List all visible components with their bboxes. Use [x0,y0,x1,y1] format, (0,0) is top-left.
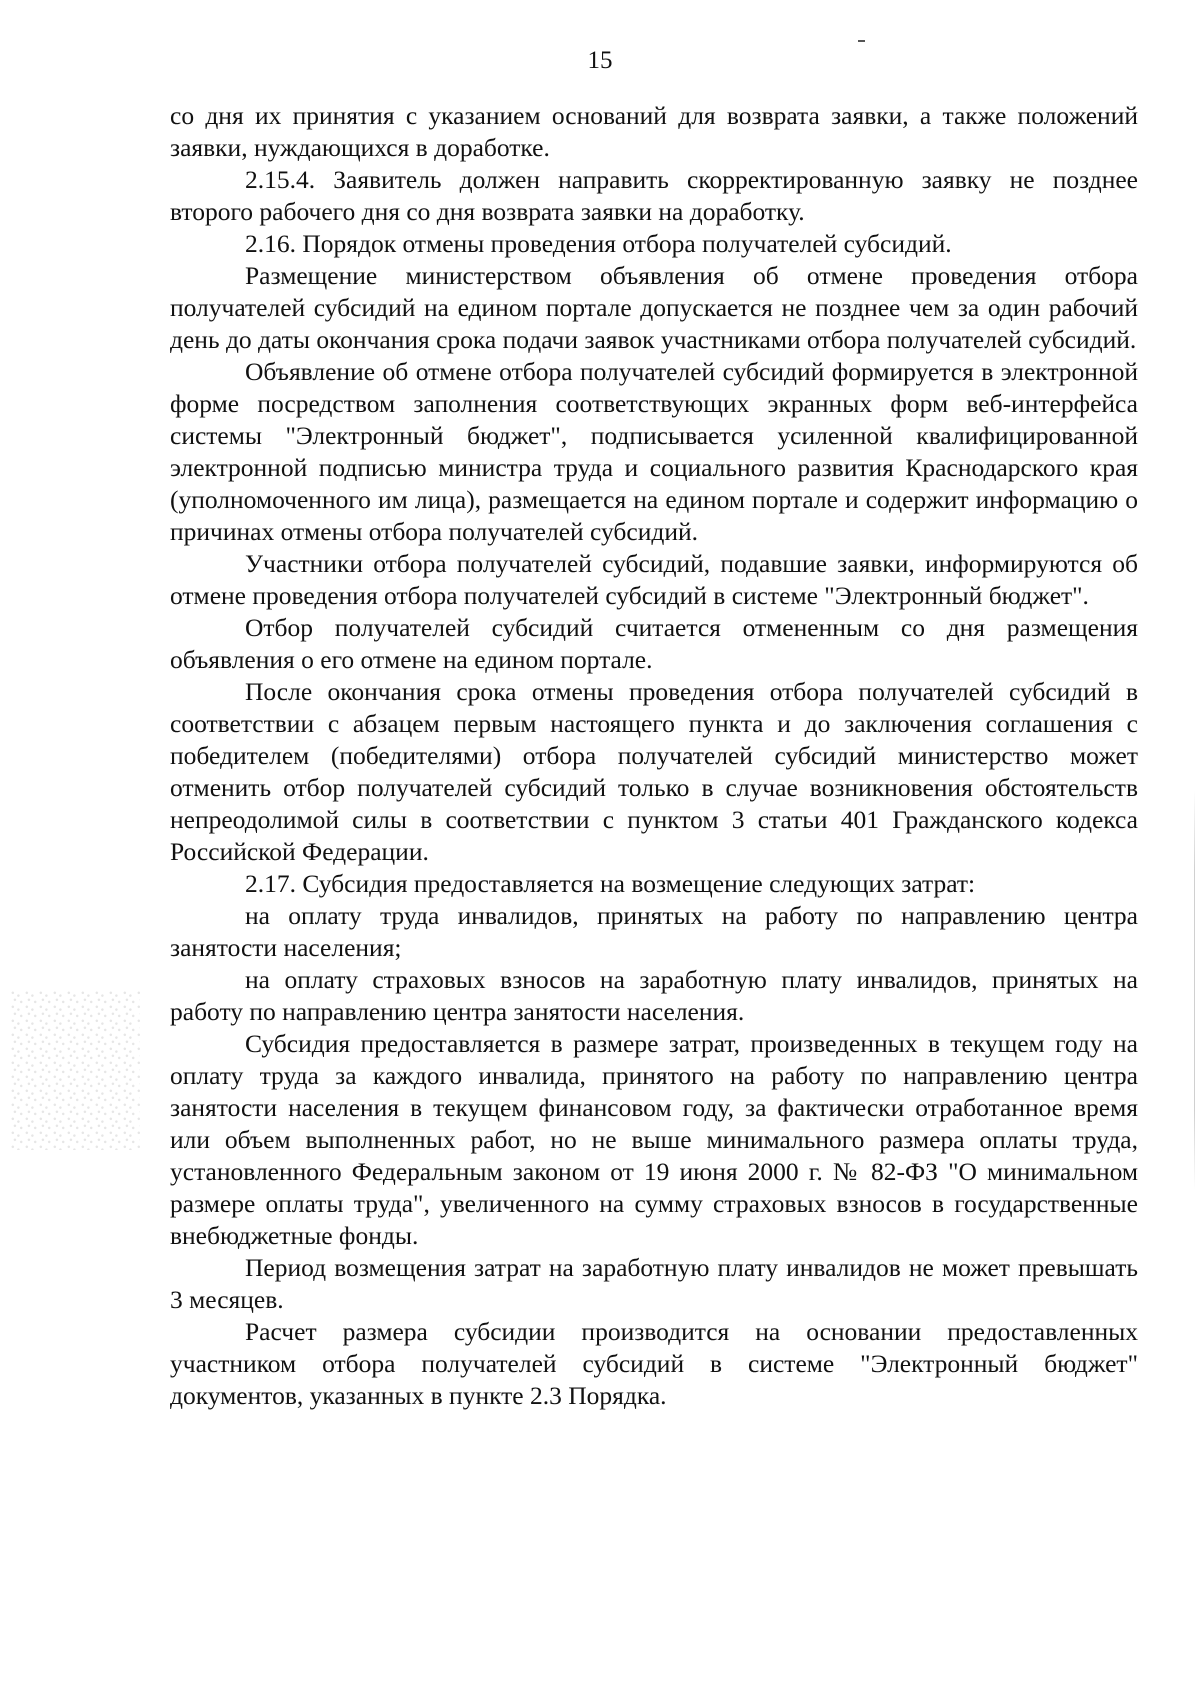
paragraph-participants-informed: Участники отбора получателей субсидий, подавшие заявки, информируются об отмене проведения отбора получателей субсидий в системе "Электронный бюджет". [170,549,1138,610]
paragraph-insurance-contributions: на оплату страховых взносов на заработную плату инвалидов, принятых на работу по направлению центра занятости населения. [170,965,1138,1026]
paragraph-2-15-4: 2.15.4. Заявитель должен направить скорректированную заявку не позднее второго рабочего дня со дня возврата заявки на доработку. [170,165,1138,226]
paragraph-labor-payment: на оплату труда инвалидов, принятых на работу по направлению центра занятости населения; [170,901,1138,962]
page-number: 15 [587,47,613,74]
scan-noise-left-margin [10,990,140,1150]
scan-edge-line [1194,790,1195,1190]
paragraph-subsidy-amount: Субсидия предоставляется в размере затрат, произведенных в текущем году на оплату труда за каждого инвалида, принятого на работу по направлению центра занятости населения в текущем финансовом году, за фактически отработанное время или объем выполненных работ, но не выше минимального размера оплаты труда, установленного Федеральным законом от 19 июня 2000 г. № 82-ФЗ "О минимальном размере оплаты труда", увеличенного на сумму страховых взносов в государственные внебюджетные фонды. [170,1029,1138,1250]
paragraph-reimbursement-period: Период возмещения затрат на заработную плату инвалидов не может превышать 3 месяцев. [170,1253,1138,1314]
paragraph-selection-cancelled: Отбор получателей субсидий считается отмененным со дня размещения объявления о его отмене на едином портале. [170,613,1138,674]
paragraph-subsidy-calculation: Расчет размера субсидии производится на основании предоставленных участником отбора получателей субсидий в системе "Электронный бюджет" документов, указанных в пункте 2.3 Порядка. [170,1317,1138,1410]
document-body [170,100,1138,1412]
paragraph-2-16-heading: 2.16. Порядок отмены проведения отбора получателей субсидий. [245,229,952,258]
paragraph-cancel-announcement-form: Объявление об отмене отбора получателей субсидий формируется в электронной форме посредством заполнения соответствующих экранных форм веб-интерфейса системы "Электронный бюджет", подписывается усиленной квалифицированной электронной подписью министра труда и социального развития Краснодарского края (уполномоченного им лица), размещается на едином портале и содержит информацию о причинах отмены отбора получателей субсидий. [170,357,1138,546]
paragraph-continuation: со дня их принятия с указанием оснований для возврата заявки, а также положений заявки, нуждающихся в доработке. [170,101,1138,162]
paragraph-force-majeure: После окончания срока отмены проведения отбора получателей субсидий в соответствии с абзацем первым настоящего пункта и до заключения соглашения с победителем (победителями) отбора получателей субсидий министерство может отменить отбор получателей субсидий только в случае возникновения обстоятельств непреодолимой силы в соответствии с пунктом 3 статьи 401 Гражданского кодекса Российской Федерации. [170,677,1138,866]
paragraph-cancel-announcement-placement: Размещение министерством объявления об отмене проведения отбора получателей субсидий на едином портале допускается не позднее чем за один рабочий день до даты окончания срока подачи заявок участниками отбора получателей субсидий. [170,261,1138,354]
paragraph-2-17-heading: 2.17. Субсидия предоставляется на возмещение следующих затрат: [245,869,976,898]
scan-dash-mark [858,40,865,42]
